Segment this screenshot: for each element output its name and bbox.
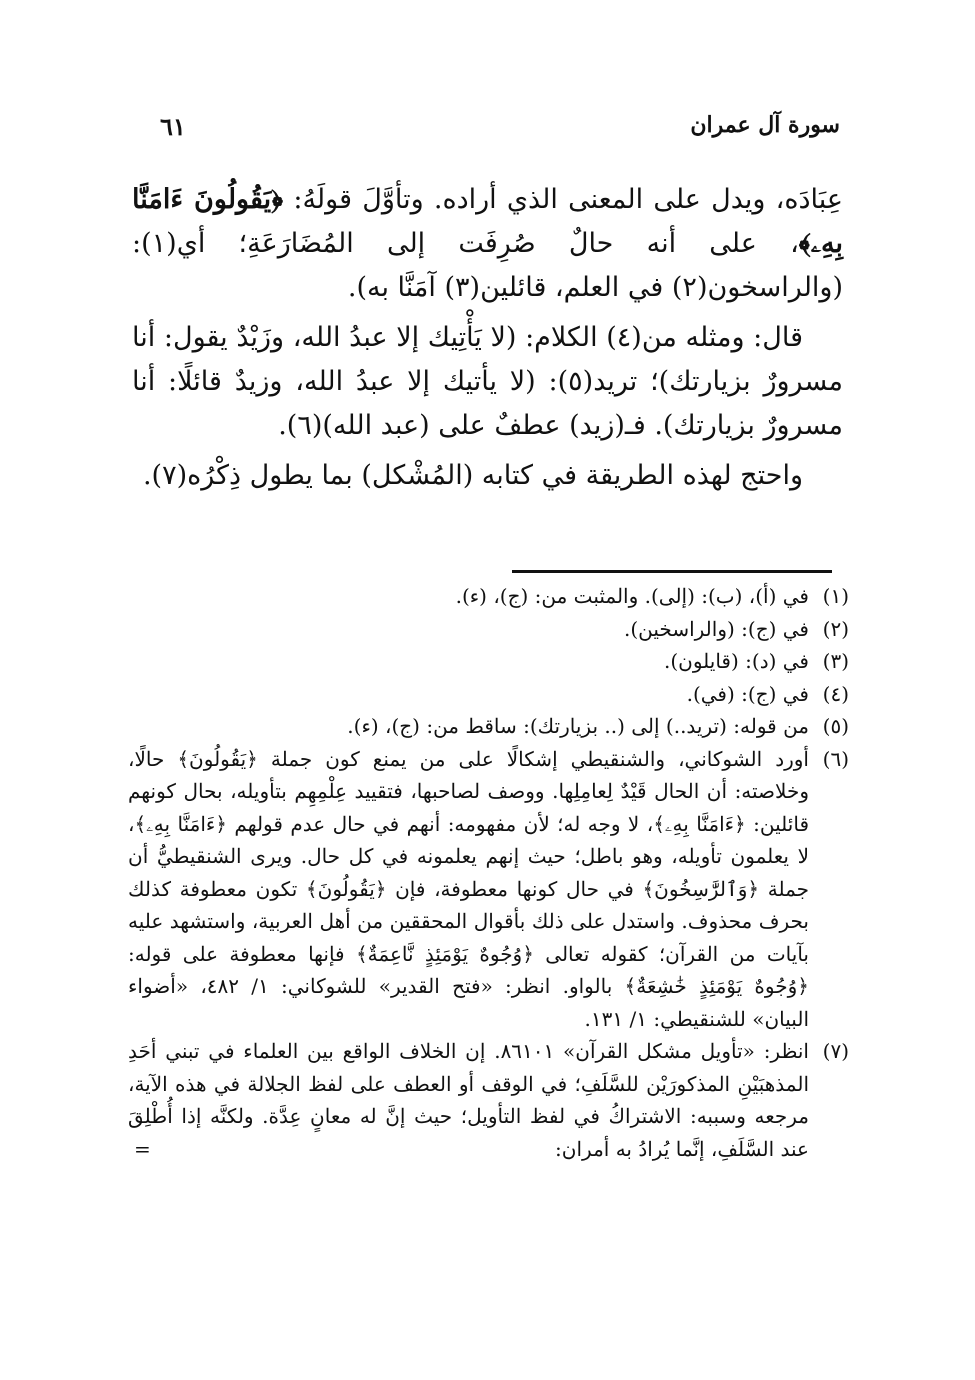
surah-title: سورة آل عمران — [690, 112, 840, 138]
footnote-6 — [128, 743, 849, 1036]
footnote-1 — [128, 580, 849, 613]
footnote-text: من قوله: (تريد..) إلى (.. بزيارتك): ساقط من: (ج)، (ء). — [347, 714, 809, 738]
footnote-text: في (ج): (والراسخين). — [624, 616, 809, 641]
footnote-text: في (د): (قايلون). — [663, 649, 809, 673]
footnote-number: (٦) — [822, 746, 849, 771]
footnote-2 — [128, 613, 849, 646]
footnote-number: (٧) — [822, 1039, 849, 1063]
footnote-text: انظر: «تأويل مشكل القرآن» ٨٦١٠١. إن الخلاف الواقع بين العلماء في تبني أحَدِ المذهبَيْنِ المذكورَيْن للسَّلَفِ؛ في الوقف أو العطف على لفظ الجلالة في هذه الآية، مرجعه وسببه: الاشتراكُ في لفظ التأويل؛ حيث إنَّ له معانٍ عِدَّة. ولكنَّه إذا أُطْلِقَ عند السَّلَفِ، إنَّما يُرادُ به أمران: — [128, 1039, 809, 1161]
page-number: ٦١ — [160, 112, 186, 141]
quran-quote: ﴿يَقُولُونَ ءَامَنَّا بِهِۦ﴾ — [132, 184, 843, 259]
running-header — [160, 112, 840, 152]
paragraph-1-end: ، على أنه حالٌ صُرِفَت إلى المُضَارَعَةِ؛ أي(١): (والراسخون(٢) في العلم، قائلين(٣) آمَنَّا به). — [132, 228, 843, 303]
footnote-text: في (ج): (في). — [686, 681, 809, 706]
main-text — [132, 178, 843, 504]
footnote-number: (٢) — [822, 616, 849, 641]
footnote-7 — [128, 1035, 849, 1165]
paragraph-1 — [132, 178, 843, 310]
continuation-mark: = — [134, 1136, 151, 1161]
paragraph-1-start: عِبَادَه، ويدل على المعنى الذي أراده. وتأوَّلَ قولَهُ: — [283, 184, 843, 215]
footnote-5 — [128, 710, 849, 743]
paragraph-2: قال: ومثله من(٤) الكلام: (لا يَأْتِيك إلا عبدُ الله، وزَيْدٌ يقول: أنا مسرورٌ بزيارتك)؛ تريد(٥): (لا يأتيك إلا عبدُ الله، وزيدٌ قائلًا: أنا مسرورٌ بزيارتك). فـ(زيد) عطفٌ على (عبد الله)(٦). — [132, 322, 843, 441]
footnote-text: أورد الشوكاني، والشنقيطي إشكالًا على من يمنع كون جملة ﴿يَقُولُونَ﴾ حالًا، وخلاصته: أن الحال قَيْدٌ لِعامِلِها. ووصف لصاحبها، فتقييد عِلْمِهِم بتأويله، بحال كونهم قائلين: ﴿ءَامَنَّا بِهِۦ﴾، لا وجه له؛ لأن مفهومه: أنهم في حال عدم قولهم ﴿ءَامَنَّا بِهِۦ﴾، لا يعلمون تأويله، وهو باطل؛ حيث إنهم يعلمونه في كل حال. ويرى الشنقيطيُّ أن جملة ﴿وَٱلرَّٰسِخُونَ﴾ في حال كونها معطوفة، فإن ﴿يَقُولُونَ﴾ تكون معطوفة كذلك بحرف محذوف. واستدل على ذلك بأقوال المحققين من أهل العربية، واستشهد عليه بآيات من القرآن؛ كقوله تعالى ﴿وُجُوهٌ يَوْمَئِذٍ نَّاعِمَةٌ﴾ فإنها معطوفة على قوله: ﴿وُجُوهٌ يَوْمَئِذٍ خَٰشِعَةٌ﴾ بالواو. انظر: «فتح القدير» للشوكاني: ١/ ٤٨٢، «أضواء البيان» للشنقيطي: ١/ ١٣١. — [128, 746, 810, 1031]
footnote-number: (٤) — [822, 681, 849, 706]
footnote-divider — [512, 570, 832, 573]
footnote-4 — [128, 678, 849, 711]
paragraph-3: واحتج لهذه الطريقة في كتابه (المُشْكل) بما يطول ذِكْرُه(٧). — [142, 460, 803, 491]
footnotes — [128, 580, 849, 1165]
footnote-3 — [128, 645, 849, 678]
footnote-text: في (أ)، (ب): (إلى). والمثبت من: (ج)، (ء). — [455, 584, 809, 608]
footnote-number: (١) — [822, 584, 849, 608]
footnote-number: (٣) — [822, 649, 849, 673]
footnote-number: (٥) — [822, 714, 849, 738]
